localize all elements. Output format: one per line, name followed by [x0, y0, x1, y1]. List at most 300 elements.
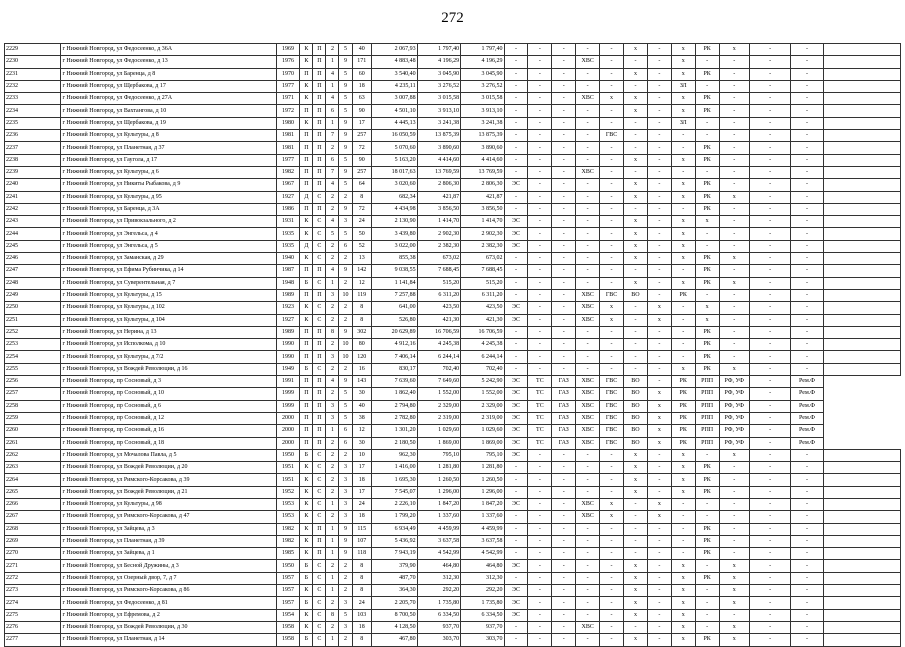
cell-wall-type: С [313, 302, 326, 314]
table-row [5, 228, 901, 240]
cell-heat-supply: - [528, 511, 552, 523]
cell-ventilation: - [791, 203, 824, 215]
cell-roof: х [671, 216, 695, 228]
cell-gas-supply: - [552, 535, 576, 547]
cell-residential-area: 795,10 [461, 449, 504, 461]
cell-repair-fund [823, 363, 900, 375]
cell-wall-material: П [300, 265, 313, 277]
cell-living-area: 4 245,38 [417, 339, 460, 351]
cell-year: 1950 [276, 449, 300, 461]
cell-residential-area: 292,20 [461, 585, 504, 597]
cell-hot-water: - [600, 609, 624, 621]
cell-apartments: 17 [352, 486, 372, 498]
cell-facade: - [695, 240, 719, 252]
cell-windows: - [749, 535, 790, 547]
cell-living-area: 6 334,50 [417, 609, 460, 621]
cell-wall-material: Б [300, 277, 313, 289]
cell-row-id: 2231 [5, 68, 61, 80]
cell-elevator: - [719, 216, 749, 228]
cell-hot-water: ГВС [600, 437, 624, 449]
cell-total-area: 364,30 [372, 585, 418, 597]
cell-hot-water: - [600, 265, 624, 277]
cell-address: г Нижний Новгород, ул Ефремова, д 2 [61, 609, 276, 621]
cell-sewerage: х [624, 228, 648, 240]
cell-living-area: 423,50 [417, 302, 460, 314]
cell-residential-area: 423,50 [461, 302, 504, 314]
cell-address: г Нижний Новгород, пр Сосновый, д 12 [61, 412, 276, 424]
cell-hot-water: - [600, 535, 624, 547]
cell-wall-material: Б [300, 560, 313, 572]
cell-repair-fund [823, 449, 900, 461]
cell-sewerage: - [624, 351, 648, 363]
cell-address: г Нижний Новгород, ул Вождей Революции, д 21 [61, 486, 276, 498]
cell-hot-water: - [600, 363, 624, 375]
cell-gas-supply: - [552, 93, 576, 105]
cell-year: 1949 [276, 363, 300, 375]
cell-heat-supply: ТС [528, 376, 552, 388]
cell-gas-supply: - [552, 474, 576, 486]
cell-address: г Нижний Новгород, пр Сосновый, д 18 [61, 437, 276, 449]
cell-roof: - [671, 548, 695, 560]
cell-apartments: 12 [352, 425, 372, 437]
cell-residential-area: 2 902,30 [461, 228, 504, 240]
cell-roof: х [671, 277, 695, 289]
cell-living-area: 3 637,58 [417, 535, 460, 547]
cell-roof: - [671, 314, 695, 326]
cell-waste-chute: - [647, 117, 671, 129]
cell-power-supply: - [504, 142, 528, 154]
cell-heat-supply: ТС [528, 437, 552, 449]
cell-residential-area: 2 382,30 [461, 240, 504, 252]
cell-total-area: 4 445,13 [372, 117, 418, 129]
cell-power-supply: - [504, 523, 528, 535]
cell-floors: 9 [339, 265, 352, 277]
cell-living-area: 702,40 [417, 363, 460, 375]
cell-hot-water: - [600, 68, 624, 80]
cell-sewerage: - [624, 535, 648, 547]
cell-year: 1952 [276, 486, 300, 498]
cell-elevator: РФ, УФ [719, 437, 749, 449]
cell-apartments: 8 [352, 191, 372, 203]
cell-floors: 6 [339, 437, 352, 449]
cell-cold-water: - [576, 44, 600, 56]
cell-cold-water: - [576, 363, 600, 375]
cell-waste-chute: х [647, 498, 671, 510]
cell-cold-water: - [576, 265, 600, 277]
cell-living-area: 6 311,20 [417, 289, 460, 301]
cell-elevator: РФ, УФ [719, 388, 749, 400]
cell-heat-supply: ТС [528, 400, 552, 412]
cell-ventilation: - [791, 277, 824, 289]
cell-roof: - [671, 142, 695, 154]
cell-windows: - [749, 203, 790, 215]
cell-living-area: 6 244,14 [417, 351, 460, 363]
cell-wall-material: К [300, 216, 313, 228]
cell-hot-water: - [600, 253, 624, 265]
cell-hot-water: - [600, 277, 624, 289]
cell-wall-type: П [313, 68, 326, 80]
cell-windows: - [749, 437, 790, 449]
cell-living-area: 1 281,80 [417, 462, 460, 474]
cell-apartments: 24 [352, 216, 372, 228]
cell-row-id: 2272 [5, 572, 61, 584]
cell-sections: 2 [326, 560, 339, 572]
table-row [5, 425, 901, 437]
cell-ventilation: - [791, 179, 824, 191]
cell-total-area: 4 128,50 [372, 621, 418, 633]
cell-facade: - [695, 597, 719, 609]
cell-power-supply: - [504, 80, 528, 92]
cell-facade: - [695, 80, 719, 92]
cell-gas-supply: - [552, 117, 576, 129]
table-row [5, 400, 901, 412]
cell-sewerage: - [624, 326, 648, 338]
cell-facade: х [695, 216, 719, 228]
cell-year: 1977 [276, 154, 300, 166]
cell-heat-supply: - [528, 142, 552, 154]
cell-gas-supply: - [552, 351, 576, 363]
cell-roof: - [671, 351, 695, 363]
cell-repair-fund [823, 609, 900, 621]
cell-floors: 3 [339, 462, 352, 474]
cell-floors: 5 [339, 609, 352, 621]
cell-row-id: 2238 [5, 154, 61, 166]
cell-elevator: х [719, 597, 749, 609]
cell-address: г Нижний Новгород, ул Федосеенко, д 13 [61, 56, 276, 68]
cell-cold-water: - [576, 117, 600, 129]
cell-cold-water: ХВС [576, 498, 600, 510]
cell-apartments: 24 [352, 597, 372, 609]
cell-year: 1923 [276, 302, 300, 314]
cell-windows: - [749, 44, 790, 56]
cell-elevator: х [719, 44, 749, 56]
cell-apartments: 103 [352, 609, 372, 621]
cell-facade: РК [695, 535, 719, 547]
cell-power-supply: - [504, 289, 528, 301]
cell-row-id: 2232 [5, 80, 61, 92]
cell-wall-material: К [300, 462, 313, 474]
cell-facade: - [695, 56, 719, 68]
cell-repair-fund [823, 117, 900, 129]
cell-year: 1940 [276, 253, 300, 265]
cell-address: г Нижний Новгород, пр Сосновый, д 3 [61, 376, 276, 388]
cell-total-area: 526,80 [372, 314, 418, 326]
cell-power-supply: - [504, 548, 528, 560]
cell-heat-supply: - [528, 326, 552, 338]
cell-residential-area: 303,70 [461, 634, 504, 646]
cell-elevator: - [719, 93, 749, 105]
cell-elevator: РФ, УФ [719, 425, 749, 437]
cell-apartments: 8 [352, 634, 372, 646]
cell-hot-water: - [600, 548, 624, 560]
cell-facade: РПП [695, 425, 719, 437]
cell-living-area: 421,30 [417, 314, 460, 326]
cell-waste-chute: - [647, 535, 671, 547]
cell-sections: 1 [326, 498, 339, 510]
cell-sections: 2 [326, 253, 339, 265]
cell-sewerage: х [624, 253, 648, 265]
cell-facade: РПП [695, 412, 719, 424]
cell-living-area: 303,70 [417, 634, 460, 646]
cell-windows: - [749, 474, 790, 486]
cell-repair-fund [823, 191, 900, 203]
cell-wall-material: П [300, 339, 313, 351]
cell-residential-area: 3 637,58 [461, 535, 504, 547]
cell-heat-supply: - [528, 166, 552, 178]
cell-sewerage: ВО [624, 400, 648, 412]
cell-sections: 2 [326, 203, 339, 215]
table-row [5, 351, 901, 363]
cell-sewerage: х [624, 634, 648, 646]
cell-waste-chute: - [647, 80, 671, 92]
cell-wall-type: С [313, 240, 326, 252]
cell-heat-supply: - [528, 253, 552, 265]
cell-hot-water: - [600, 203, 624, 215]
cell-power-supply: ЭС [504, 179, 528, 191]
cell-cold-water: - [576, 634, 600, 646]
cell-year: 1969 [276, 44, 300, 56]
cell-total-area: 2 180,50 [372, 437, 418, 449]
cell-residential-area: 1 552,00 [461, 388, 504, 400]
cell-ventilation: - [791, 302, 824, 314]
cell-residential-area: 13 875,39 [461, 130, 504, 142]
cell-cold-water: - [576, 474, 600, 486]
cell-residential-area: 5 242,90 [461, 376, 504, 388]
cell-facade: - [695, 585, 719, 597]
cell-wall-type: С [313, 486, 326, 498]
cell-ventilation: - [791, 68, 824, 80]
cell-wall-type: С [313, 511, 326, 523]
cell-floors: 3 [339, 486, 352, 498]
cell-sections: 4 [326, 93, 339, 105]
cell-apartments: 50 [352, 228, 372, 240]
cell-ventilation: - [791, 511, 824, 523]
cell-hot-water: ГВС [600, 412, 624, 424]
cell-power-supply: - [504, 535, 528, 547]
cell-windows: - [749, 523, 790, 535]
cell-floors: 3 [339, 511, 352, 523]
cell-year: 1989 [276, 326, 300, 338]
cell-roof: ЗЛ [671, 80, 695, 92]
cell-living-area: 1 869,00 [417, 437, 460, 449]
cell-heat-supply: - [528, 462, 552, 474]
cell-wall-material: К [300, 314, 313, 326]
cell-elevator: - [719, 68, 749, 80]
cell-address: г Нижний Новгород, ул Планетная, д 37 [61, 142, 276, 154]
cell-floors: 9 [339, 166, 352, 178]
cell-roof: - [671, 339, 695, 351]
cell-year: 1971 [276, 93, 300, 105]
cell-wall-material: П [300, 179, 313, 191]
cell-windows: - [749, 634, 790, 646]
cell-sewerage: х [624, 179, 648, 191]
cell-sewerage: х [624, 105, 648, 117]
cell-floors: 3 [339, 597, 352, 609]
cell-gas-supply: - [552, 240, 576, 252]
cell-heat-supply: - [528, 68, 552, 80]
cell-heat-supply: - [528, 585, 552, 597]
cell-wall-material: П [300, 425, 313, 437]
cell-heat-supply: - [528, 277, 552, 289]
cell-apartments: 107 [352, 535, 372, 547]
cell-sewerage: - [624, 130, 648, 142]
cell-ventilation: - [791, 548, 824, 560]
cell-address: г Нижний Новгород, ул Озерный двор, 7, д 7 [61, 572, 276, 584]
cell-repair-fund [823, 511, 900, 523]
table-row [5, 166, 901, 178]
cell-residential-area: 3 015,58 [461, 93, 504, 105]
cell-windows: - [749, 560, 790, 572]
cell-wall-type: П [313, 548, 326, 560]
cell-facade: РК [695, 93, 719, 105]
cell-ventilation: - [791, 535, 824, 547]
cell-residential-area: 3 276,52 [461, 80, 504, 92]
cell-total-area: 4 235,11 [372, 80, 418, 92]
cell-gas-supply: - [552, 523, 576, 535]
cell-sewerage: х [624, 486, 648, 498]
table-row [5, 203, 901, 215]
table-row [5, 376, 901, 388]
cell-total-area: 2 130,90 [372, 216, 418, 228]
cell-living-area: 3 276,52 [417, 80, 460, 92]
cell-address: г Нижний Новгород, ул Бесной Дружины, д 3 [61, 560, 276, 572]
cell-elevator: - [719, 240, 749, 252]
cell-residential-area: 4 542,99 [461, 548, 504, 560]
cell-apartments: 257 [352, 130, 372, 142]
page-number: 272 [441, 10, 464, 26]
cell-wall-type: П [313, 289, 326, 301]
cell-roof: - [671, 523, 695, 535]
cell-elevator: х [719, 621, 749, 633]
cell-floors: 5 [339, 154, 352, 166]
cell-sewerage: х [624, 572, 648, 584]
cell-total-area: 18 017,63 [372, 166, 418, 178]
cell-elevator: х [719, 560, 749, 572]
cell-facade: РК [695, 179, 719, 191]
cell-windows: - [749, 289, 790, 301]
cell-power-supply: - [504, 203, 528, 215]
cell-floors: 9 [339, 203, 352, 215]
cell-hot-water: - [600, 462, 624, 474]
cell-heat-supply: - [528, 363, 552, 375]
cell-elevator: - [719, 228, 749, 240]
cell-waste-chute: - [647, 326, 671, 338]
cell-living-area: 1 337,60 [417, 511, 460, 523]
cell-heat-supply: - [528, 535, 552, 547]
cell-repair-fund [823, 56, 900, 68]
cell-floors: 2 [339, 585, 352, 597]
cell-row-id: 2245 [5, 240, 61, 252]
cell-row-id: 2247 [5, 265, 61, 277]
cell-year: 1989 [276, 289, 300, 301]
cell-ventilation: Рем.Ф [791, 412, 824, 424]
cell-power-supply: - [504, 339, 528, 351]
cell-row-id: 2241 [5, 191, 61, 203]
table-row [5, 486, 901, 498]
cell-living-area: 3 913,10 [417, 105, 460, 117]
cell-repair-fund [823, 462, 900, 474]
cell-living-area: 2 902,30 [417, 228, 460, 240]
cell-roof: - [671, 265, 695, 277]
cell-heat-supply: - [528, 351, 552, 363]
cell-waste-chute: - [647, 154, 671, 166]
cell-row-id: 2252 [5, 326, 61, 338]
cell-apartments: 30 [352, 437, 372, 449]
cell-wall-type: П [313, 44, 326, 56]
cell-elevator: - [719, 203, 749, 215]
cell-wall-type: П [313, 339, 326, 351]
cell-hot-water: - [600, 326, 624, 338]
cell-waste-chute: х [647, 314, 671, 326]
cell-heat-supply: - [528, 44, 552, 56]
cell-floors: 9 [339, 326, 352, 338]
cell-cold-water: ХВС [576, 289, 600, 301]
cell-gas-supply: - [552, 585, 576, 597]
cell-power-supply: - [504, 191, 528, 203]
cell-roof: х [671, 609, 695, 621]
table-row [5, 265, 901, 277]
cell-wall-material: Б [300, 449, 313, 461]
cell-roof: - [671, 511, 695, 523]
cell-residential-area: 702,40 [461, 363, 504, 375]
cell-roof: х [671, 93, 695, 105]
cell-gas-supply: - [552, 105, 576, 117]
cell-residential-area: 2 319,00 [461, 412, 504, 424]
cell-elevator: - [719, 498, 749, 510]
cell-apartments: 63 [352, 93, 372, 105]
cell-residential-area: 1 029,60 [461, 425, 504, 437]
cell-cold-water: ХВС [576, 166, 600, 178]
cell-year: 1958 [276, 621, 300, 633]
cell-total-area: 4 501,10 [372, 105, 418, 117]
cell-ventilation: - [791, 523, 824, 535]
cell-hot-water: - [600, 80, 624, 92]
cell-waste-chute: - [647, 339, 671, 351]
cell-elevator: - [719, 179, 749, 191]
cell-waste-chute: - [647, 363, 671, 375]
cell-address: г Нижний Новгород, ул Культуры, д 98 [61, 498, 276, 510]
cell-wall-material: Д [300, 191, 313, 203]
cell-windows: - [749, 142, 790, 154]
cell-sewerage: х [624, 449, 648, 461]
cell-elevator: - [719, 523, 749, 535]
cell-waste-chute: - [647, 191, 671, 203]
table-row [5, 216, 901, 228]
cell-residential-area: 1 337,60 [461, 511, 504, 523]
cell-wall-material: К [300, 523, 313, 535]
cell-address: г Нижний Новгород, ул Федосеенко, д 36А [61, 44, 276, 56]
cell-windows: - [749, 166, 790, 178]
cell-sections: 1 [326, 585, 339, 597]
cell-living-area: 2 382,30 [417, 240, 460, 252]
cell-apartments: 40 [352, 44, 372, 56]
cell-heat-supply: - [528, 621, 552, 633]
cell-gas-supply: - [552, 80, 576, 92]
cell-apartments: 8 [352, 585, 372, 597]
cell-sections: 2 [326, 314, 339, 326]
cell-row-id: 2262 [5, 449, 61, 461]
cell-ventilation: - [791, 289, 824, 301]
cell-waste-chute: - [647, 609, 671, 621]
cell-waste-chute: - [647, 142, 671, 154]
cell-cold-water: - [576, 191, 600, 203]
cell-gas-supply: ГАЗ [552, 425, 576, 437]
cell-wall-material: Б [300, 634, 313, 646]
cell-cold-water: - [576, 572, 600, 584]
cell-total-area: 1 141,84 [372, 277, 418, 289]
cell-hot-water: - [600, 191, 624, 203]
cell-facade: РК [695, 277, 719, 289]
